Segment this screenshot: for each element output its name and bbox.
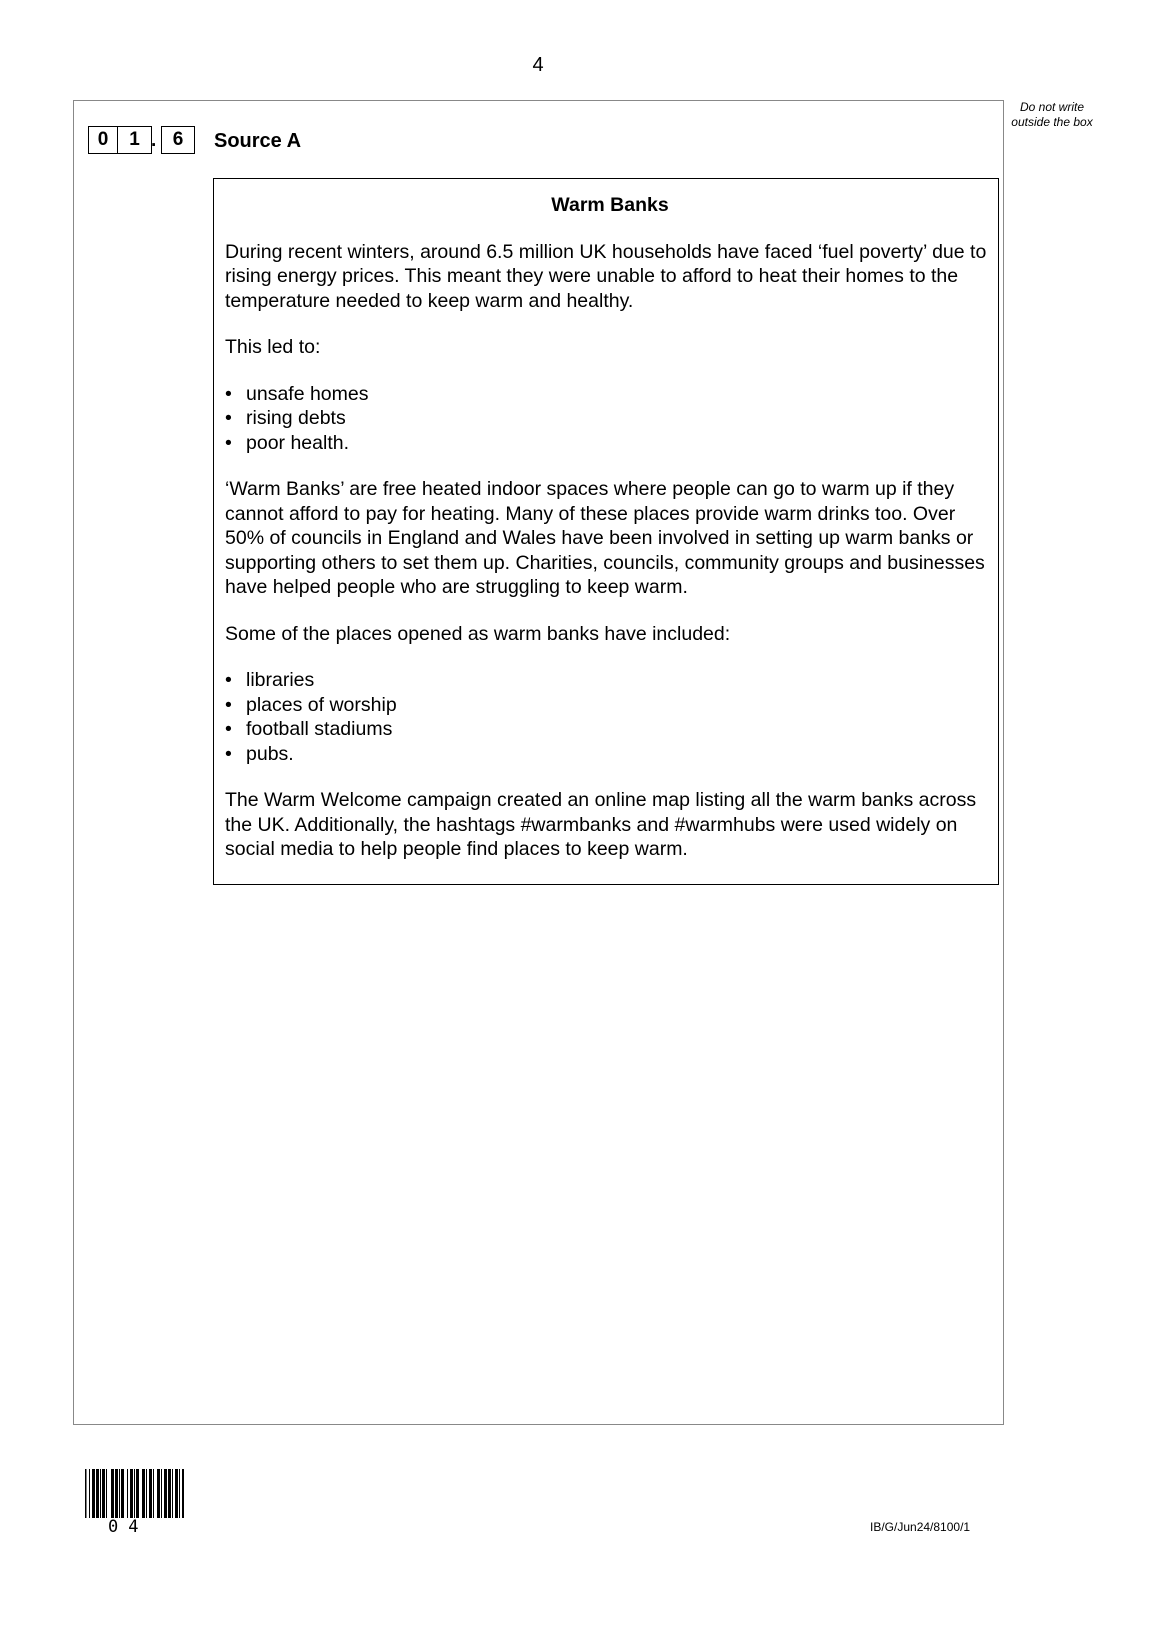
- source-heading: Warm Banks: [551, 194, 669, 216]
- barcode-number: 04: [108, 1517, 149, 1537]
- bullet-list: [225, 668, 995, 766]
- barcode-icon: [85, 1469, 185, 1518]
- paragraph: ‘Warm Banks’ are free heated indoor spaces where people can go to warm up if they cannot afford to pay for heating. Many of these places provide warm drinks too. Over 50% of councils in England and Wales have been involved in setting up warm banks or supporting others to set them up. Charities, councils, community groups and businesses have helped people who are struggling to keep warm.: [225, 478, 985, 598]
- list-item: • rising debts: [225, 406, 995, 431]
- list-item: • football stadiums: [225, 717, 995, 742]
- page-number: 4: [532, 54, 544, 76]
- bullet-list: [225, 382, 995, 456]
- question-digit: 1: [117, 126, 152, 154]
- paper-reference: IB/G/Jun24/8100/1: [870, 1520, 971, 1534]
- paragraph: The Warm Welcome campaign created an online map listing all the warm banks across the UK. Additionally, the hashtags #warmbanks and #warmhubs were used widely on social media to help people find places to keep warm.: [225, 789, 977, 860]
- paragraph: During recent winters, around 6.5 million UK households have faced ‘fuel poverty’ due to rising energy prices. This meant they were unable to afford to heat their homes to the temperature needed to keep warm and healthy.: [225, 240, 987, 312]
- paragraph: Some of the places opened as warm banks have included:: [225, 622, 731, 645]
- question-digit: 6: [161, 126, 195, 154]
- list-item: • places of worship: [225, 693, 995, 718]
- list-item: • libraries: [225, 668, 995, 693]
- list-item: • unsafe homes: [225, 382, 995, 407]
- question-digit: 0: [88, 126, 118, 154]
- list-item: • pubs.: [225, 742, 995, 767]
- source-title: Source A: [214, 130, 302, 152]
- source-box: [213, 178, 999, 885]
- paragraph: This led to:: [225, 336, 321, 358]
- margin-note: Do not write outside the box: [1011, 100, 1093, 129]
- list-item: • poor health.: [225, 431, 995, 456]
- question-dot: .: [151, 130, 157, 151]
